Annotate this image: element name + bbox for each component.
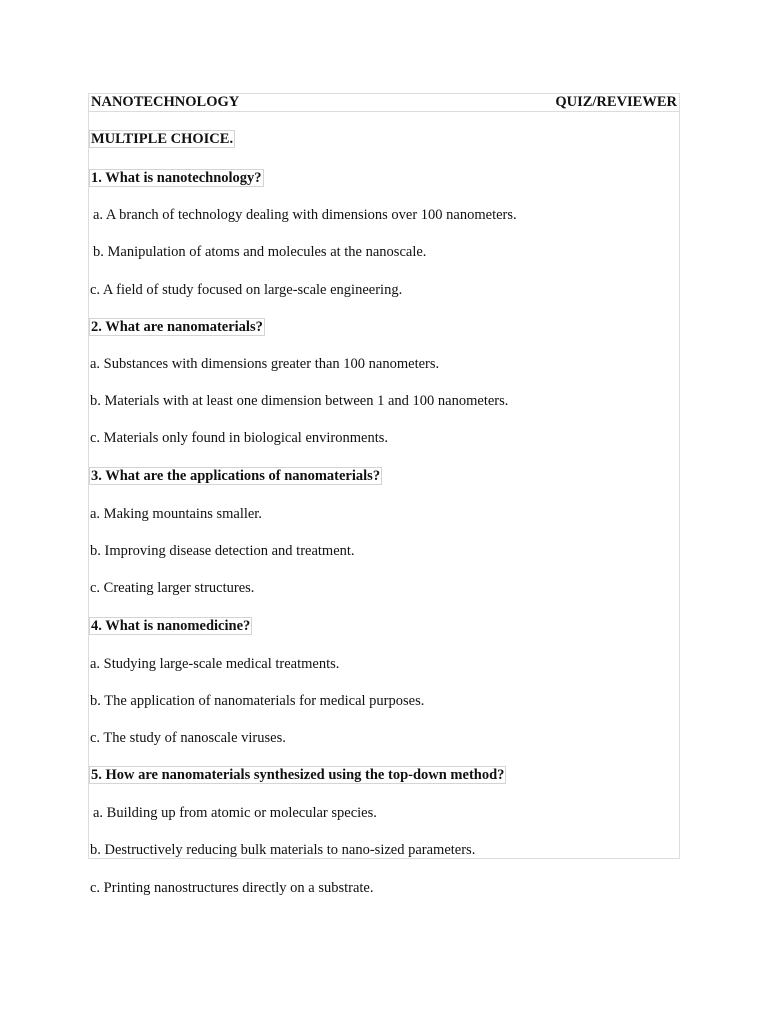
question-2-option-c: c. Materials only found in biological environments. (90, 430, 388, 446)
document-type-label: QUIZ/REVIEWER (555, 94, 677, 110)
question-2-option-a: a. Substances with dimensions greater than 100 nanometers. (90, 356, 440, 372)
question-5-option-c: c. Printing nanostructures directly on a substrate. (90, 880, 374, 896)
section-title-wrap (90, 131, 235, 148)
question-1-wrap (90, 170, 264, 187)
question-1-option-c: c. A field of study focused on large-scale engineering. (90, 282, 403, 298)
question-3: 3. What are the applications of nanomaterials? (91, 468, 381, 484)
question-4-option-c: c. The study of nanoscale viruses. (90, 730, 286, 746)
question-1-option-b: b. Manipulation of atoms and molecules at the nanoscale. (93, 244, 427, 260)
question-2-option-b: b. Materials with at least one dimension between 1 and 100 nanometers. (90, 393, 509, 409)
question-1-option-a: a. A branch of technology dealing with dimensions over 100 nanometers. (93, 207, 517, 223)
question-5-option-b: b. Destructively reducing bulk materials to nano-sized parameters. (90, 842, 476, 858)
question-3-option-b: b. Improving disease detection and treatment. (90, 543, 355, 559)
question-3-option-c: c. Creating larger structures. (90, 580, 255, 596)
question-5-option-a: a. Building up from atomic or molecular species. (93, 805, 377, 821)
question-4-option-b: b. The application of nanomaterials for medical purposes. (90, 693, 425, 709)
question-4: 4. What is nanomedicine? (91, 618, 251, 634)
question-2: 2. What are nanomaterials? (91, 319, 263, 335)
section-title: MULTIPLE CHOICE. (91, 131, 234, 147)
question-4-option-a: a. Studying large-scale medical treatments. (90, 656, 340, 672)
question-1: 1. What is nanotechnology? (91, 170, 262, 186)
question-5: 5. How are nanomaterials synthesized using the top-down method? (91, 767, 505, 783)
question-5-wrap (90, 767, 506, 784)
question-2-wrap (90, 319, 265, 336)
question-4-wrap (90, 618, 252, 635)
document-title: NANOTECHNOLOGY (91, 94, 240, 110)
question-3-option-a: a. Making mountains smaller. (90, 506, 262, 522)
question-3-wrap (90, 468, 382, 485)
